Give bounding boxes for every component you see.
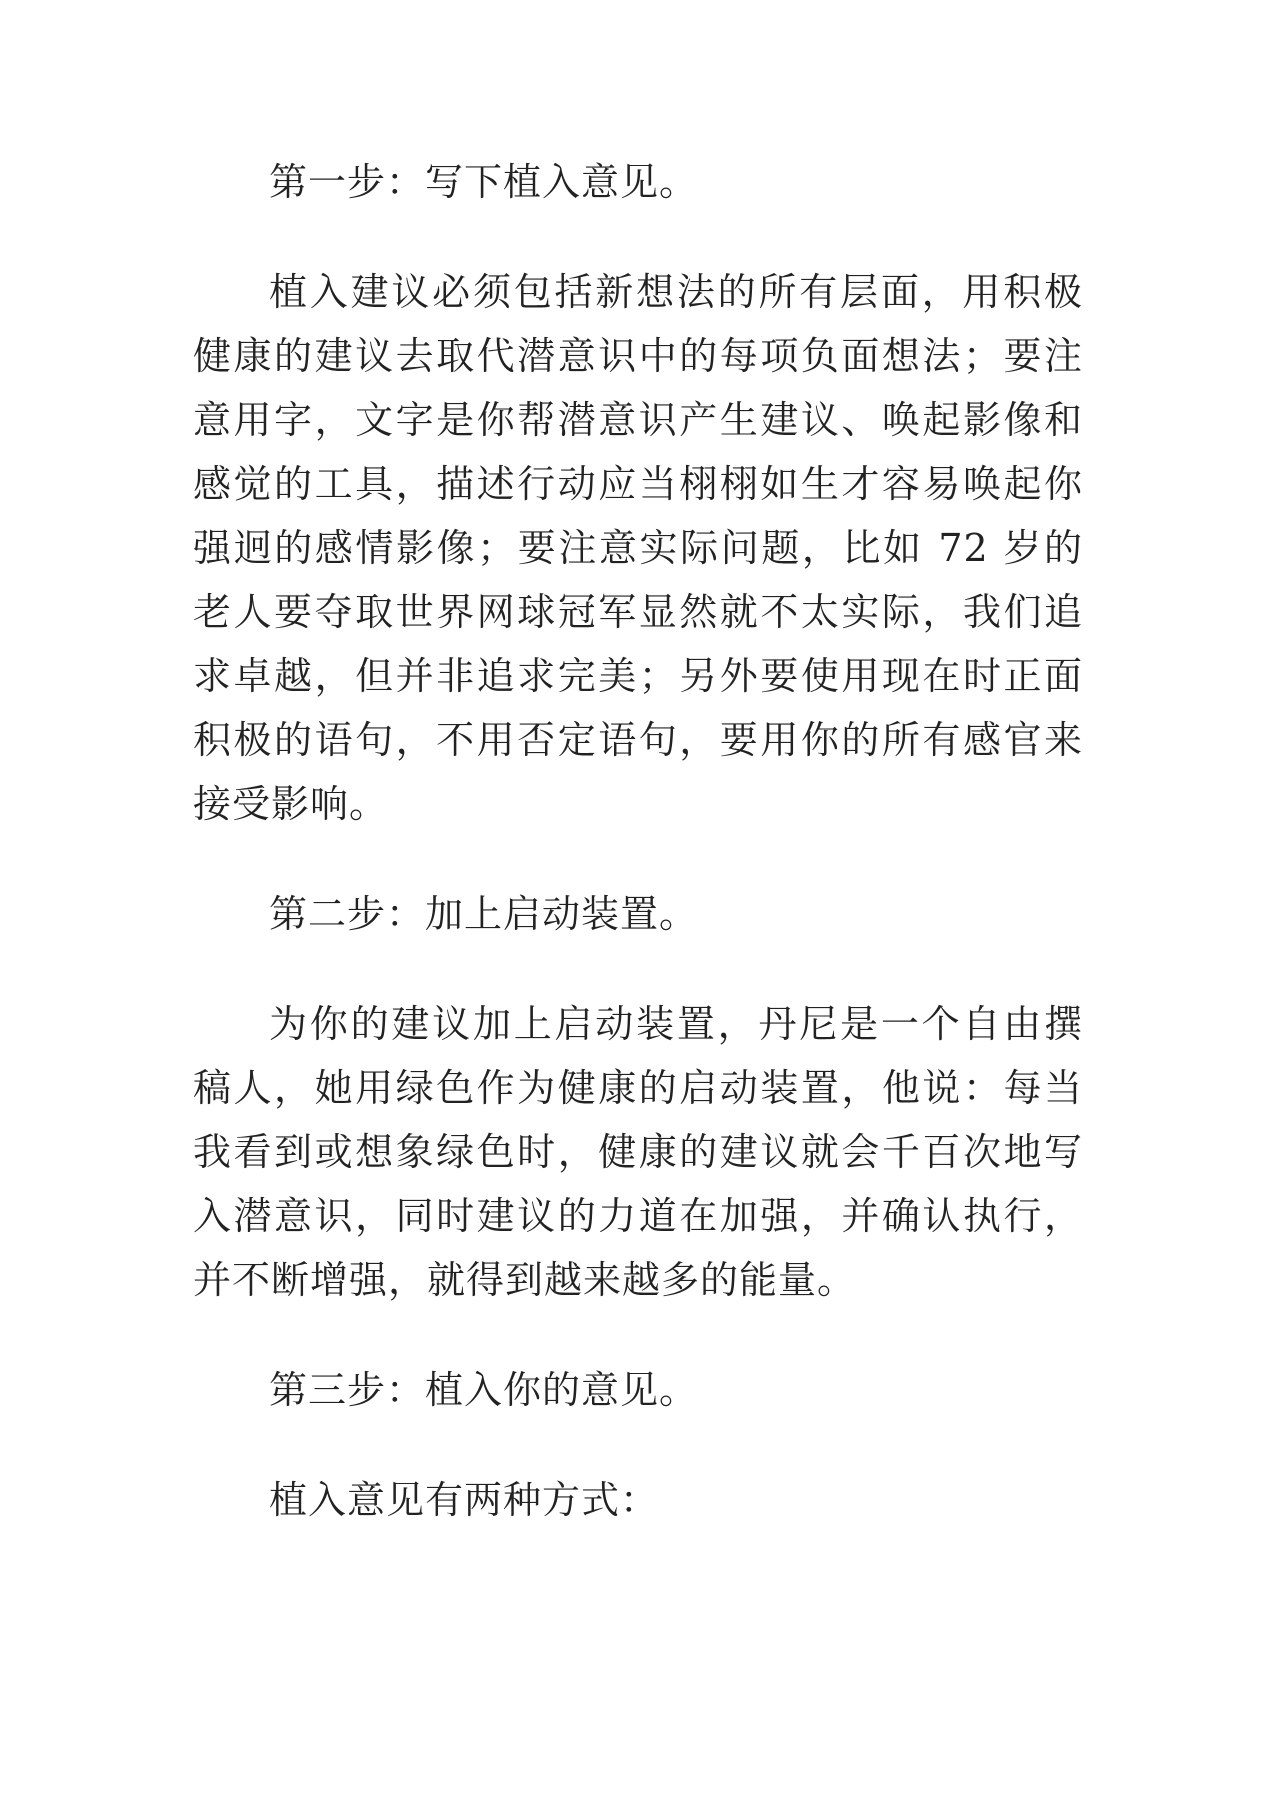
step-two-heading: 第二步：加上启动装置。 [269,892,699,936]
step-one-paragraph: 植入建议必须包括新想法的所有层面，用积极健康的建议去取代潜意识中的每项负面想法；要注意用字，文字是你帮潜意识产生建议、唤起影像和感觉的工具，描述行动应当栩栩如生才容易唤起你强迥的感情影像；要注意实际问题，比如 72 岁的老人要夺取世界网球冠军显然就不太实际，我们追求卓越，但并非追求完美；另外要使用现在时正面积极的语句，不用否定语句，要用你的所有感官来接受影响。 [193,270,1083,826]
document-body [193,150,1083,1578]
step-one-heading: 第一步：写下植入意见。 [269,160,699,204]
step-three-paragraph: 植入意见有两种方式： [269,1478,660,1522]
step-two-paragraph: 为你的建议加上启动装置，丹尼是一个自由撰稿人，她用绿色作为健康的启动装置，他说：每当我看到或想象绿色时，健康的建议就会千百次地写入潜意识，同时建议的力道在加强，并确认执行，并不断增强，就得到越来越多的能量。 [193,1002,1083,1302]
step-three-heading: 第三步：植入你的意见。 [269,1368,699,1412]
